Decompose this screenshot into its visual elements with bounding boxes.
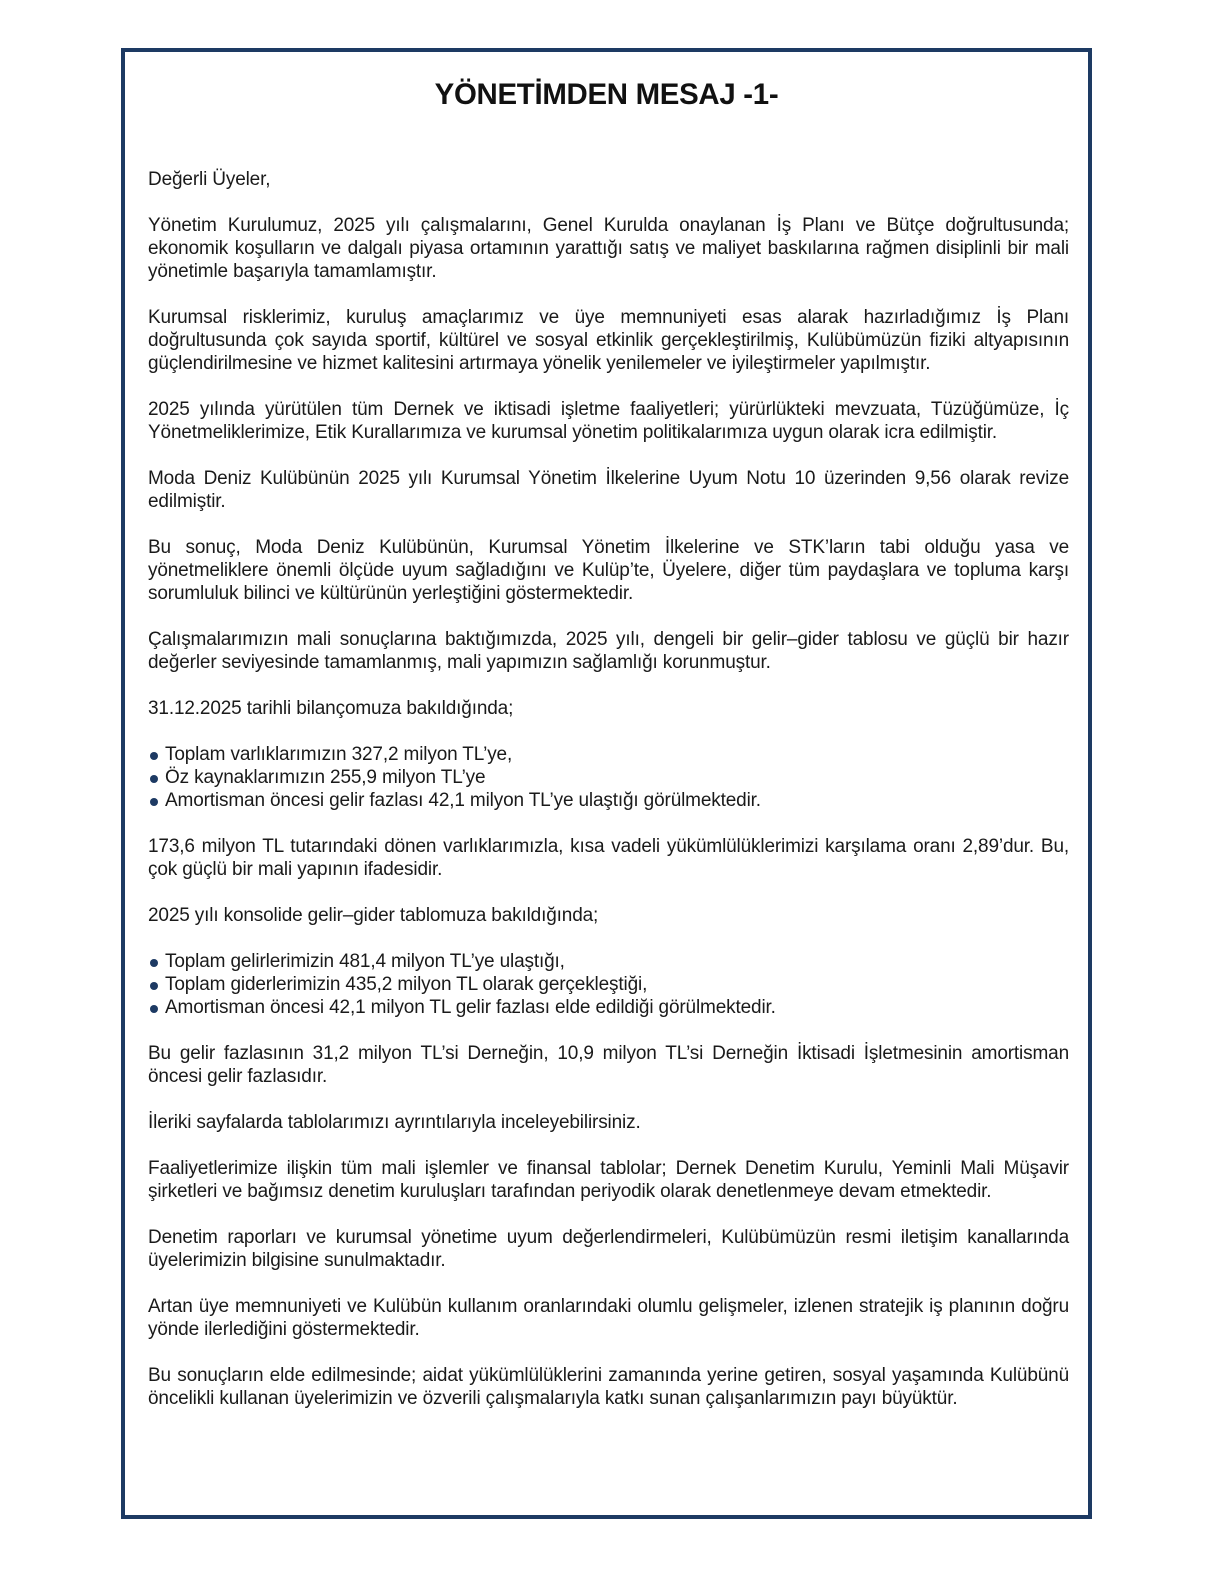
- list-item-text: Toplam gelirlerimizin 481,4 milyon TL’ye ulaştığı,: [165, 951, 565, 972]
- bullet-icon: [150, 959, 158, 967]
- bullet-icon: [150, 775, 158, 783]
- paragraph-intro: Yönetim Kurulumuz, 2025 yılı çalışmalarını, Genel Kurulda onaylanan İş Planı ve Bütçe doğrultusunda; ekonomik koşulların ve dalgalı piyasa ortamının yarattığı satış ve maliyet baskılarına rağmen disiplinli bir mali yönetimle başarıyla tamamlamıştır.: [148, 215, 1069, 282]
- paragraph-next-pages: İleriki sayfalarda tablolarımızı ayrıntılarıyla inceleyebilirsiniz.: [148, 1112, 641, 1133]
- message-body: [148, 168, 1069, 1433]
- paragraph-governance-score: Moda Deniz Kulübünün 2025 yılı Kurumsal Yönetim İlkelerine Uyum Notu 10 üzerinden 9,56 olarak revize edilmiştir.: [148, 468, 1069, 512]
- paragraph-member-satisfaction: Artan üye memnuniyeti ve Kulübün kullanım oranlarındaki olumlu gelişmeler, izlenen stratejik iş planının doğru yönde ilerlediğini göstermektedir.: [148, 1296, 1069, 1340]
- paragraph-audit: Faaliyetlerimize ilişkin tüm mali işlemler ve finansal tablolar; Dernek Denetim Kurulu, Yeminli Mali Müşavir şirketleri ve bağımsız denetim kuruluşları tarafından periyodik olarak denetlenmeye devam etmektedir.: [148, 1158, 1069, 1202]
- list-item: [148, 766, 1069, 789]
- bullet-icon: [150, 798, 158, 806]
- paragraph-current-ratio: 173,6 milyon TL tutarındaki dönen varlıklarımızla, kısa vadeli yükümlülüklerimizi karşılama oranı 2,89’dur. Bu, çok güçlü bir mali yapının ifadesidir.: [148, 836, 1069, 880]
- list-item: [148, 973, 1069, 996]
- paragraph-audit-reports: Denetim raporları ve kurumsal yönetime uyum değerlendirmeleri, Kulübümüzün resmi iletişim kanallarında üyelerimizin bilgisine sunulmaktadır.: [148, 1227, 1069, 1271]
- paragraph-compliance: 2025 yılında yürütülen tüm Dernek ve iktisadi işletme faaliyetleri; yürürlükteki mevzuata, Tüzüğümüze, İç Yönetmeliklerimize, Etik Kurallarımıza ve kurumsal yönetim politikalarımıza uygun olarak icra edilmiştir.: [148, 399, 1069, 443]
- list-item: [148, 996, 1069, 1019]
- list-item: [148, 950, 1069, 973]
- page-frame: [121, 48, 1092, 1519]
- page-title: YÖNETİMDEN MESAJ -1-: [434, 78, 779, 111]
- bullet-icon: [150, 752, 158, 760]
- paragraph-financial-results: Çalışmalarımızın mali sonuçlarına baktığımızda, 2025 yılı, dengeli bir gelir–gider tablosu ve güçlü bir hazır değerler seviyesinde tamamlanmış, mali yapımızın sağlamlığı korunmuştur.: [148, 629, 1069, 673]
- bullet-icon: [150, 982, 158, 990]
- list-item-text: Toplam varlıklarımızın 327,2 milyon TL’ye,: [165, 744, 513, 765]
- bullet-icon: [150, 1005, 158, 1013]
- list-item-text: Toplam giderlerimizin 435,2 milyon TL olarak gerçekleştiği,: [165, 974, 648, 995]
- salutation: Değerli Üyeler,: [148, 169, 271, 190]
- paragraph-balance-intro: 31.12.2025 tarihli bilançomuza bakıldığında;: [148, 698, 514, 719]
- paragraph-business-plan: Kurumsal risklerimiz, kuruluş amaçlarımız ve üye memnuniyeti esas alarak hazırladığımız İş Planı doğrultusunda çok sayıda sportif, kültürel ve sosyal etkinlik gerçekleştirilmiş, Kulübümüzün fiziki altyapısının güçlendirilmesine ve hizmet kalitesini artırmaya yönelik yenilemeler ve iyileştirmeler yapılmıştır.: [148, 307, 1069, 374]
- list-item: [148, 743, 1069, 766]
- income-statement-list: [148, 950, 1069, 1019]
- paragraph-surplus-split: Bu gelir fazlasının 31,2 milyon TL’si Derneğin, 10,9 milyon TL’si Derneğin İktisadi İşletmesinin amortisman öncesi gelir fazlasıdır.: [148, 1043, 1069, 1087]
- paragraph-governance-result: Bu sonuç, Moda Deniz Kulübünün, Kurumsal Yönetim İlkelerine ve STK’ların tabi olduğu yasa ve yönetmeliklere önemli ölçüde uyum sağladığını ve Kulüp’te, Üyelere, diğer tüm paydaşlara ve topluma karşı sorumluluk bilinci ve kültürünün yerleştiğini göstermektedir.: [148, 537, 1069, 604]
- paragraph-income-intro: 2025 yılı konsolide gelir–gider tablomuza bakıldığında;: [148, 905, 599, 926]
- list-item-text: Amortisman öncesi 42,1 milyon TL gelir fazlası elde edildiği görülmektedir.: [165, 997, 776, 1018]
- paragraph-thanks: Bu sonuçların elde edilmesinde; aidat yükümlülüklerini zamanında yerine getiren, sosyal yaşamında Kulübünü öncelikli kullanan üyelerimizin ve özverili çalışmalarıyla katkı sunan çalışanlarımızın payı büyüktür.: [148, 1365, 1069, 1409]
- list-item-text: Öz kaynaklarımızın 255,9 milyon TL’ye: [165, 767, 486, 788]
- balance-sheet-list: [148, 743, 1069, 812]
- list-item-text: Amortisman öncesi gelir fazlası 42,1 milyon TL’ye ulaştığı görülmektedir.: [165, 790, 761, 811]
- list-item: [148, 789, 1069, 812]
